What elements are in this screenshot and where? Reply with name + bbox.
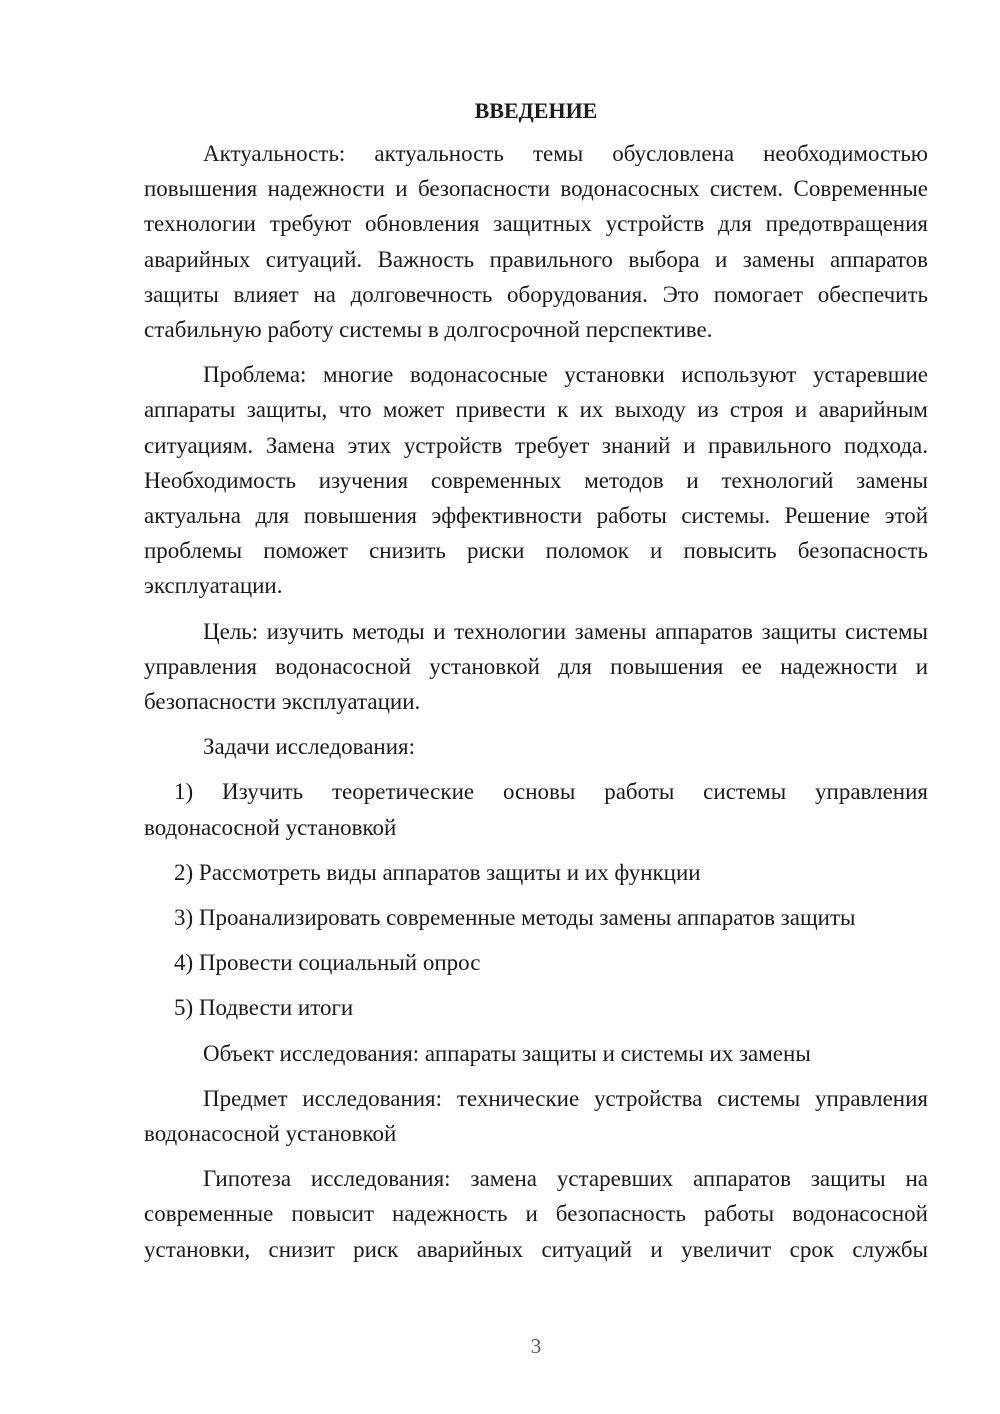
paragraph-object: Объект исследования: аппараты защиты и системы их замены — [203, 1040, 811, 1066]
page-number: 3 — [530, 1334, 542, 1358]
page-content — [144, 92, 928, 1277]
tasks-title: Задачи исследования: — [203, 734, 416, 760]
task-item: 2) Рассмотреть виды аппаратов защиты и их функции — [174, 859, 701, 885]
paragraph-subject: Предмет исследования: технические устройства системы управления водонасосной установкой — [144, 1085, 928, 1147]
paragraph-problem: Проблема: многие водонасосные установки используют устаревшие аппараты защиты, что может привести к их выходу из строя и аварийным ситуациям. Замена этих устройств требует знаний и правильного подхода. Необходимость изучения современных методов и технологий замены актуальна для повышения эффективности работы системы. Решение этой проблемы поможет снизить риски поломок и повысить безопасность эксплуатации. — [144, 362, 928, 599]
section-heading: ВВЕДЕНИЕ — [474, 98, 598, 123]
task-item: 5) Подвести итоги — [174, 995, 354, 1021]
paragraph-goal: Цель: изучить методы и технологии замены аппаратов защиты системы управления водонасосной установкой для повышения ее надежности и безопасности эксплуатации. — [144, 618, 928, 715]
task-item: 4) Провести социальный опрос — [174, 950, 481, 976]
task-item: 1) Изучить теоретические основы работы системы управления водонасосной установкой — [144, 779, 928, 840]
task-item: 3) Проанализировать современные методы замены аппаратов защиты — [174, 905, 856, 931]
paragraph-hypothesis: Гипотеза исследования: замена устаревших аппаратов защиты на современные повысит надежность и безопасность работы водонасосной установки, снизит риск аварийных ситуаций и увеличит срок службы — [144, 1166, 928, 1262]
paragraph-relevance: Актуальность: актуальность темы обусловлена необходимостью повышения надежности и безопасности водонасосных систем. Современные технологии требуют обновления защитных устройств для предотвращения аварийных ситуаций. Важность правильного выбора и замены аппаратов защиты влияет на долговечность оборудования. Это помогает обеспечить стабильную работу системы в долгосрочной перспективе. — [144, 141, 928, 343]
